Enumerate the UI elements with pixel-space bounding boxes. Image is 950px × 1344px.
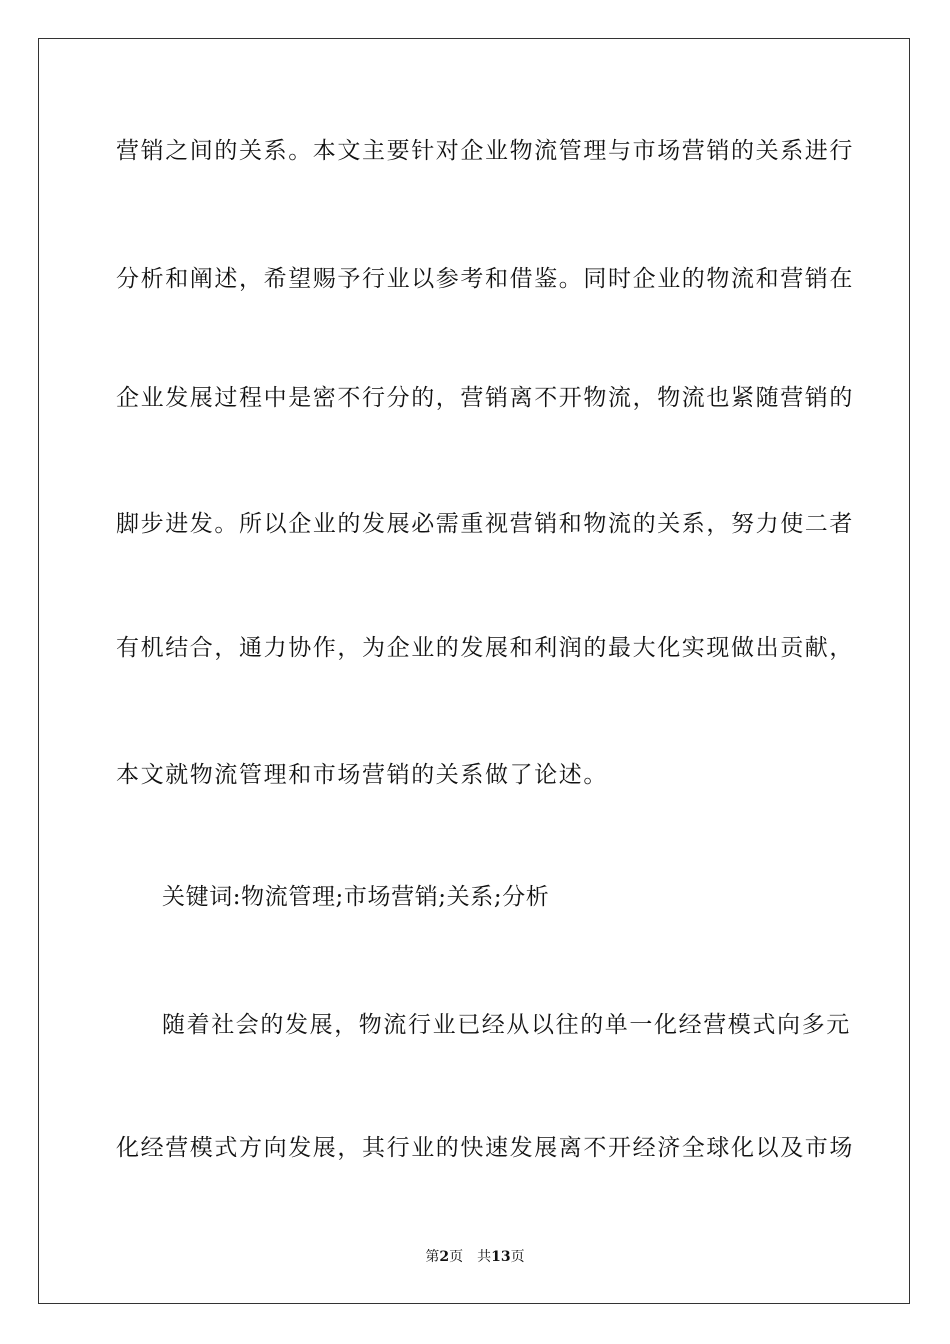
body-text-line-1: 营销之间的关系。本文主要针对企业物流管理与市场营销的关系进行 (116, 138, 854, 164)
body-text-line-5: 有机结合，通力协作，为企业的发展和利润的最大化实现做出贡献， (116, 635, 854, 661)
body-text-line-4: 脚步进发。所以企业的发展必需重视营销和物流的关系，努力使二者 (116, 511, 854, 537)
page-number: 2 (439, 1249, 450, 1265)
page-footer (0, 1248, 950, 1266)
page-label-suffix: 页 (449, 1249, 464, 1265)
body-text-line-2: 分析和阐述，希望赐予行业以参考和借鉴。同时企业的物流和营销在 (116, 266, 854, 292)
body-text-line-6: 本文就物流管理和市场营销的关系做了论述。 (116, 762, 608, 788)
page-border (38, 38, 910, 1304)
total-label-suffix: 页 (510, 1249, 525, 1265)
body-text-line-3: 企业发展过程中是密不行分的，营销离不开物流，物流也紧随营销的 (116, 385, 854, 411)
keywords-line: 关键词:物流管理;市场营销;关系;分析 (162, 884, 550, 910)
page-label-prefix: 第 (425, 1249, 440, 1265)
total-pages: 13 (491, 1249, 511, 1265)
paragraph-2-line-1: 随着社会的发展，物流行业已经从以往的单一化经营模式向多元 (162, 1012, 851, 1038)
total-label-prefix: 共 (477, 1249, 492, 1265)
paragraph-2-line-2: 化经营模式方向发展，其行业的快速发展离不开经济全球化以及市场 (116, 1135, 854, 1161)
